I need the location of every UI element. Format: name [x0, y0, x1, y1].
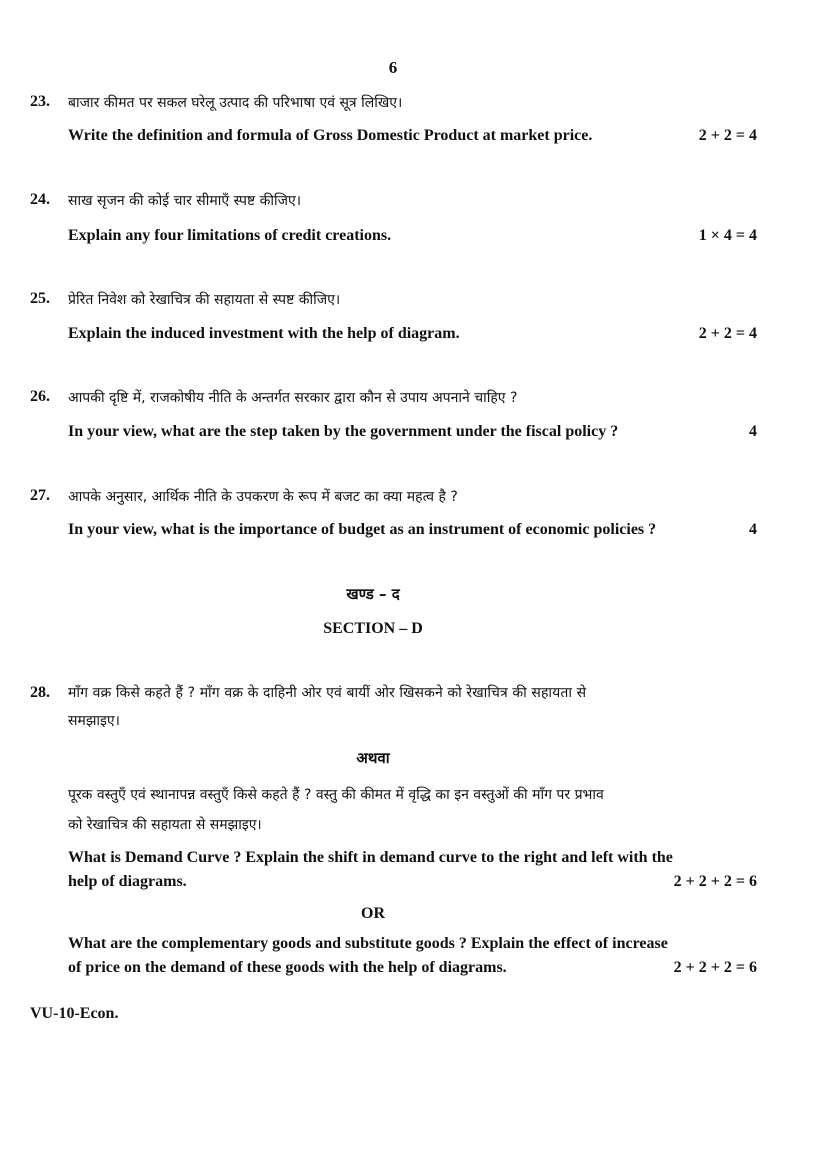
question-hindi: समझाइए। [68, 713, 120, 729]
question-hindi: साख सृजन की कोई चार सीमाएँ स्पष्ट कीजिए। [68, 193, 302, 209]
question-english: Explain any four limitations of credit creations. [68, 227, 392, 244]
question-english: What are the complementary goods and substitute goods ? Explain the effect of increase [68, 935, 668, 952]
section-heading-hindi: खण्ड – द [346, 585, 400, 603]
question-marks: 2 + 2 + 2 = 6 [673, 873, 757, 890]
question-number: 23. [30, 93, 50, 110]
or-label-hindi: अथवा [356, 749, 390, 767]
question-marks: 2 + 2 + 2 = 6 [673, 959, 757, 976]
question-english: In your view, what are the step taken by the government under the fiscal policy ? [68, 423, 619, 440]
question-number: 27. [30, 487, 50, 504]
question-hindi: पूरक वस्तुएँ एवं स्थानापन्न वस्तुएँ किसे कहते हैं ? वस्तु की कीमत में वृद्धि का इन वस्तुओं की माँग पर प्रभाव [68, 787, 604, 803]
question-english: In your view, what is the importance of budget as an instrument of economic policies ? [68, 521, 657, 538]
question-marks: 4 [749, 521, 757, 538]
question-hindi: प्रेरित निवेश को रेखाचित्र की सहायता से स्पष्ट कीजिए। [68, 292, 341, 308]
question-english: Write the definition and formula of Gross Domestic Product at market price. [68, 127, 593, 144]
question-number: 24. [30, 191, 50, 208]
question-english: of price on the demand of these goods with the help of diagrams. [68, 959, 507, 976]
question-hindi: को रेखाचित्र की सहायता से समझाइए। [68, 817, 262, 833]
question-number: 28. [30, 684, 50, 701]
question-hindi: माँग वक्र किसे कहते हैं ? माँग वक्र के दाहिनी ओर एवं बायीं ओर खिसकने को रेखाचित्र की सहायता से [68, 685, 587, 701]
section-heading-english: SECTION – D [323, 620, 423, 637]
question-marks: 2 + 2 = 4 [698, 325, 757, 342]
question-english: What is Demand Curve ? Explain the shift in demand curve to the right and left with the [68, 849, 673, 866]
page-number: 6 [388, 58, 398, 77]
question-marks: 2 + 2 = 4 [698, 127, 757, 144]
question-english: help of diagrams. [68, 873, 187, 890]
question-hindi: बाजार कीमत पर सकल घरेलू उत्पाद की परिभाषा एवं सूत्र लिखिए। [68, 95, 403, 111]
question-hindi: आपकी दृष्टि में, राजकोषीय नीति के अन्तर्गत सरकार द्वारा कौन से उपाय अपनाने चाहिए ? [68, 390, 518, 406]
question-english: Explain the induced investment with the help of diagram. [68, 325, 460, 342]
footer-code: VU-10-Econ. [30, 1005, 119, 1022]
question-number: 25. [30, 290, 50, 307]
question-number: 26. [30, 388, 50, 405]
question-marks: 1 × 4 = 4 [698, 227, 757, 244]
or-label-english: OR [361, 905, 385, 922]
question-marks: 4 [749, 423, 757, 440]
question-hindi: आपके अनुसार, आर्थिक नीति के उपकरण के रूप में बजट का क्या महत्व है ? [68, 489, 458, 505]
